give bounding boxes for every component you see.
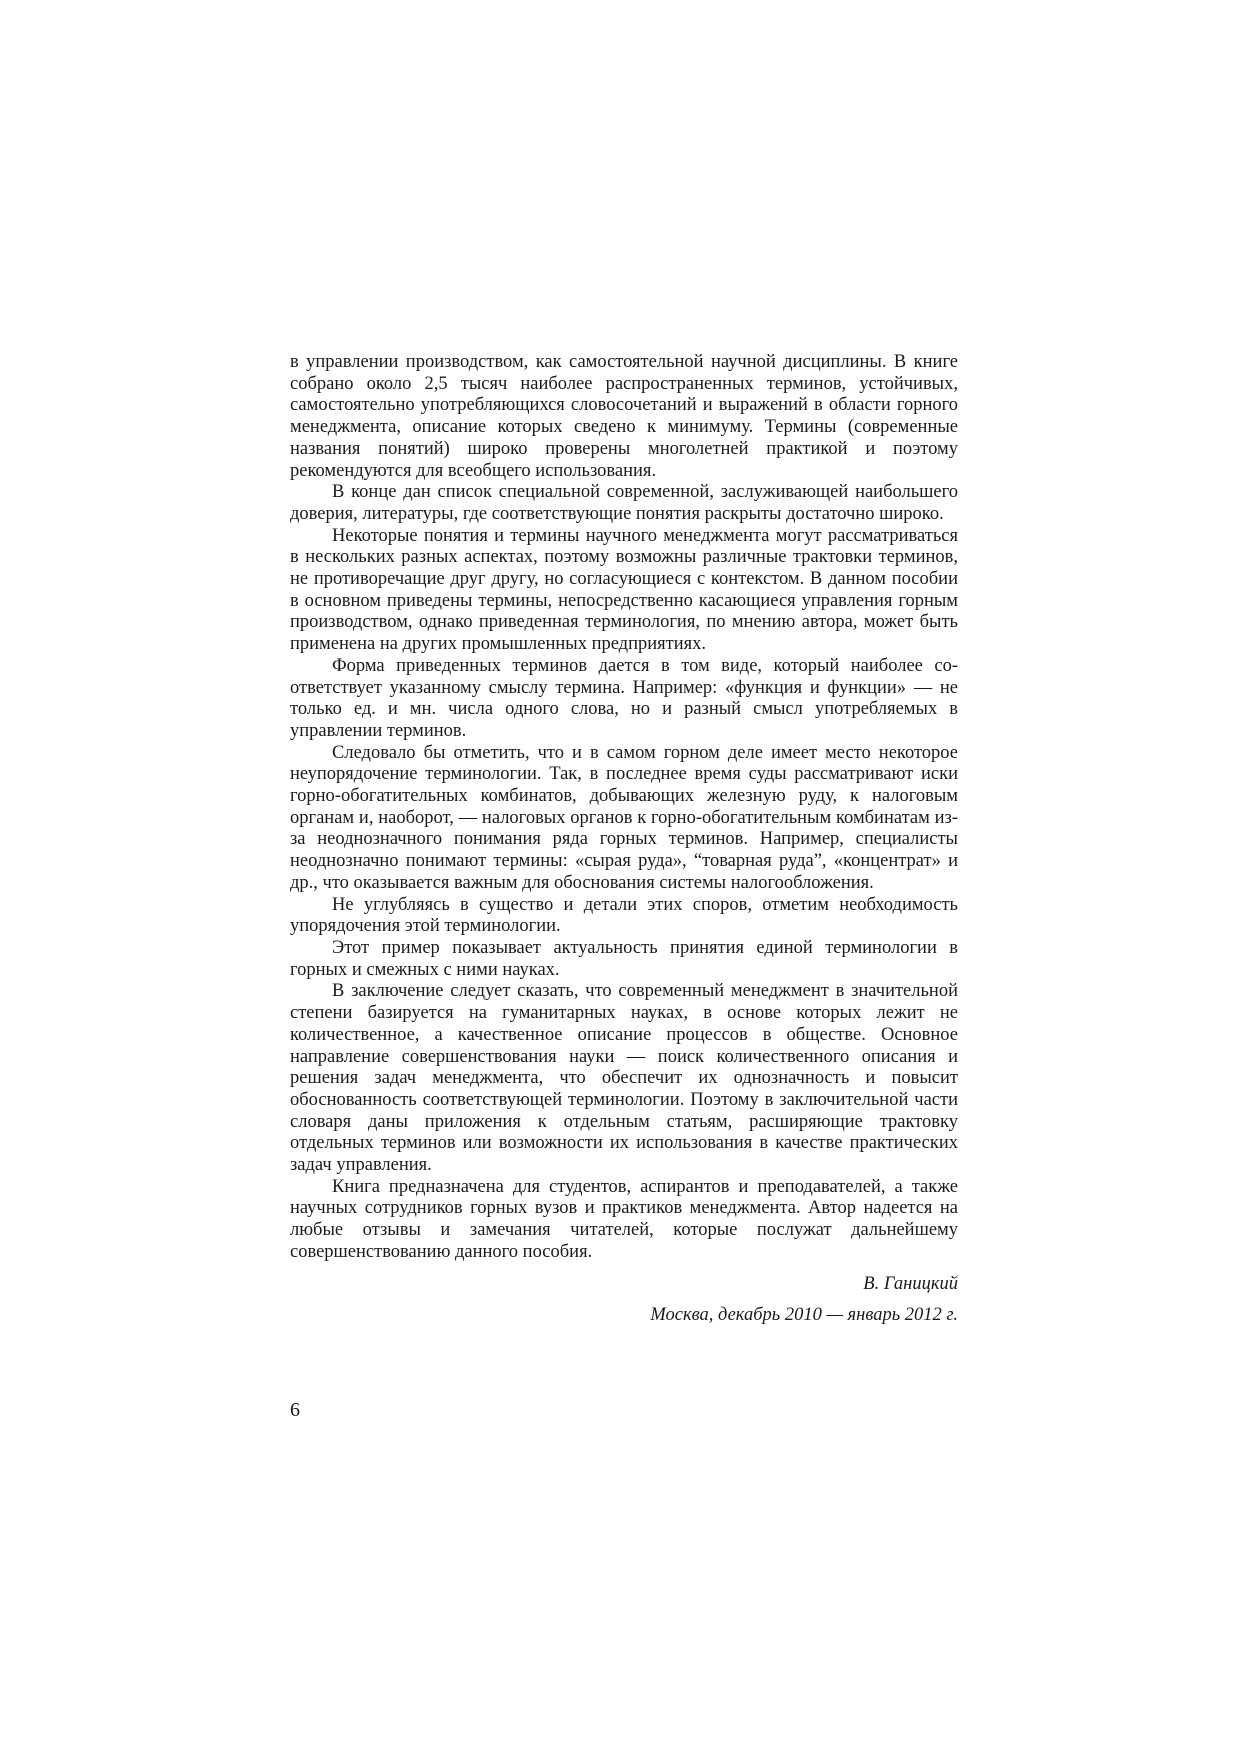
paragraph-8: В заключение следует сказать, что современный менеджмент в значительной степени базируется на гуманитарных науках, в основе которых лежит не количественное, а качественное описание процессов в обществе. Основное направление совершенствования науки — поиск количественного описания и решения задач менеджмента, что обеспечит их однозначность и повысит обоснованность соответствующей терминологии. Поэтому в заключительной части словаря даны приложения к отдельным статьям, расширяющие трактовку отдельных терминов или возможности их использования в качестве практических задач управления.	[290, 981, 958, 1176]
paragraph-1: в управлении производством, как самостоятельной научной дисциплины. В книге собрано около 2,5 тысяч наиболее распространенных терминов, устойчивых, самостоятельно употребляющихся словосочетаний и выражений в области горного менеджмента, описание которых сведено к минимуму. Термины (современные названия понятий) широко проверены многолетней практикой и поэтому рекомендуются для всеобщего использования.	[290, 352, 958, 481]
main-text	[290, 352, 958, 1327]
paragraph-3: Некоторые понятия и термины научного менеджмента могут рассматриваться в нескольких разных аспектах, поэтому возможны различные трактовки терминов, не противоречащие друг другу, но согласующиеся с контекстом. В данном пособии в основном приведены термины, непосредственно касающиеся управления горным производством, однако приведенная терминология, по мнению автора, может быть применена на других промышленных предприятиях.	[290, 525, 958, 655]
author-signature: В. Ганицкий	[863, 1273, 958, 1294]
page-number: 6	[290, 1399, 300, 1421]
place-and-date: Москва, декабрь 2010 — январь 2012 г.	[650, 1305, 958, 1326]
paragraph-6: Не углубляясь в существо и детали этих споров, отметим необходимость упорядочения этой терминологии.	[290, 894, 958, 937]
paragraph-2: В конце дан список специальной современной, заслуживающей наибольшего доверия, литературы, где соответствующие понятия раскрыты достаточно широко.	[290, 482, 958, 524]
paragraph-7: Этот пример показывает актуальность принятия единой терминологии в горных и смежных с ними науках.	[290, 937, 958, 980]
paragraph-4: Форма приведенных терминов дается в том виде, который наиболее соответствует указанному смыслу термина. Например: «функция и функции» — не только ед. и мн. числа одного слова, но и разный смысл употребляемых в управлении терминов.	[290, 655, 958, 741]
paragraph-5: Следовало бы отметить, что и в самом горном деле имеет место некоторое неупорядочение терминологии. Так, в последнее время суды рассматривают иски горно-обогатительных комбинатов, добывающих железную руду, к налоговым органам и, наоборот, — налоговых органов к горно-обогатительным комбинатам из-за неоднозначного понимания ряда горных терминов. Например, специалисты неоднозначно понимают термины: «сырая руда», “товарная руда”, «концентрат» и др., что оказывается важным для обоснования системы налогообложения.	[290, 742, 958, 893]
paragraph-9: Книга предназначена для студентов, аспирантов и преподавателей, а также научных сотрудников горных вузов и практиков менеджмента. Автор надеется на любые отзывы и замечания читателей, которые послужат дальнейшему совершенствованию данного пособия.	[290, 1176, 958, 1262]
